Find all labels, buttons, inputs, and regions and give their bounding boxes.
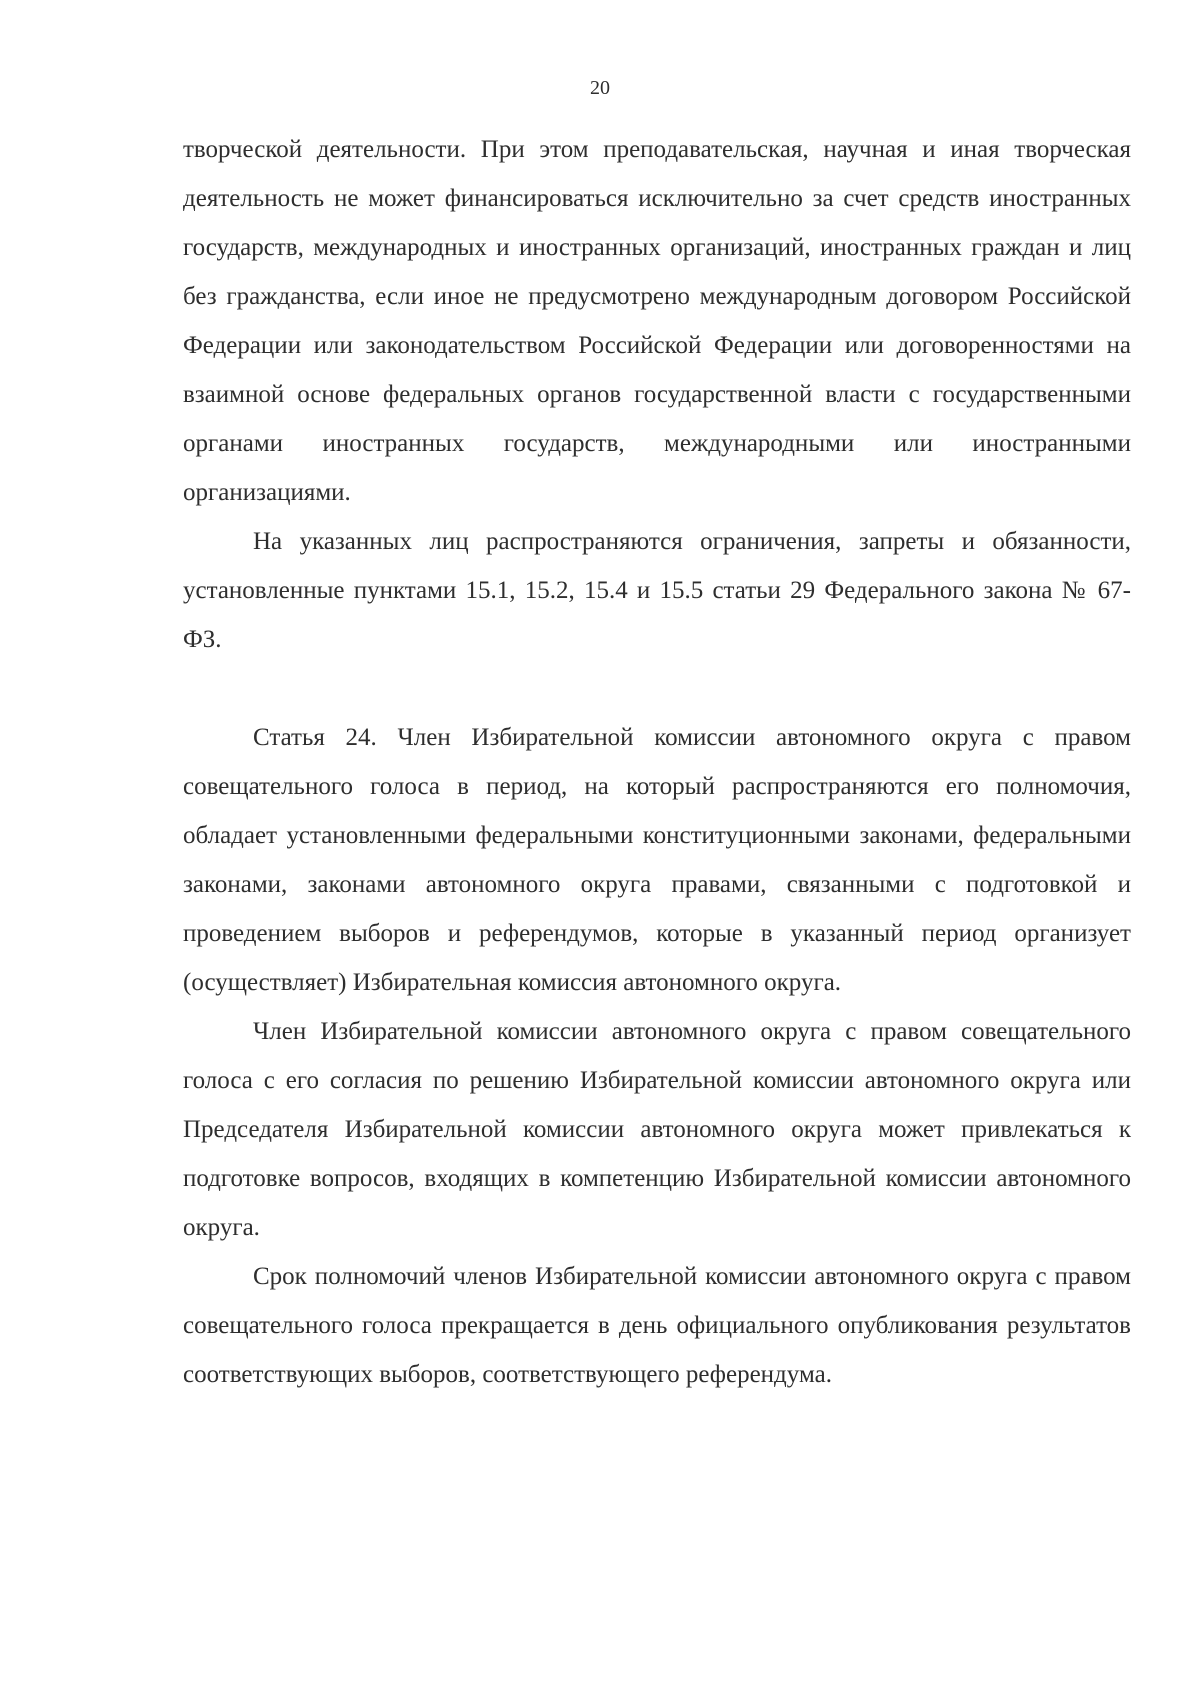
paragraph-term-of-office: Срок полномочий членов Избирательной комиссии автономного округа с правом совещательного голоса прекращается в день официального опубликования результатов соответствующих выборов, соответствующего референдума.: [183, 1263, 1131, 1388]
paragraph-member-involvement: Член Избирательной комиссии автономного округа с правом совещательного голоса с его согласия по решению Избирательной комиссии автономного округа или Председателя Избирательной комиссии автономного округа может привлекаться к подготовке вопросов, входящих в компетенцию Избирательной комиссии автономного округа.: [183, 1018, 1131, 1241]
document-body: [183, 125, 1131, 1399]
paragraph-continuation: творческой деятельности. При этом преподавательская, научная и иная творческая деятельность не может финансироваться исключительно за счет средств иностранных государств, международных и иностранных организаций, иностранных граждан и лиц без гражданства, если иное не предусмотрено международным договором Российской Федерации или законодательством Российской Федерации или договоренностями на взаимной основе федеральных органов государственной власти с государственными органами иностранных государств, международными или иностранными организациями.: [183, 136, 1131, 506]
page-number: 20: [590, 77, 610, 99]
paragraph-restrictions: На указанных лиц распространяются ограничения, запреты и обязанности, установленные пунктами 15.1, 15.2, 15.4 и 15.5 статьи 29 Федерального закона № 67-ФЗ.: [183, 528, 1131, 653]
paragraph-article-24: Статья 24. Член Избирательной комиссии автономного округа с правом совещательного голоса в период, на который распространяются его полномочия, обладает установленными федеральными конституционными законами, федеральными законами, законами автономного округа правами, связанными с подготовкой и проведением выборов и референдумов, которые в указанный период организует (осуществляет) Избирательная комиссия автономного округа.: [183, 724, 1131, 996]
